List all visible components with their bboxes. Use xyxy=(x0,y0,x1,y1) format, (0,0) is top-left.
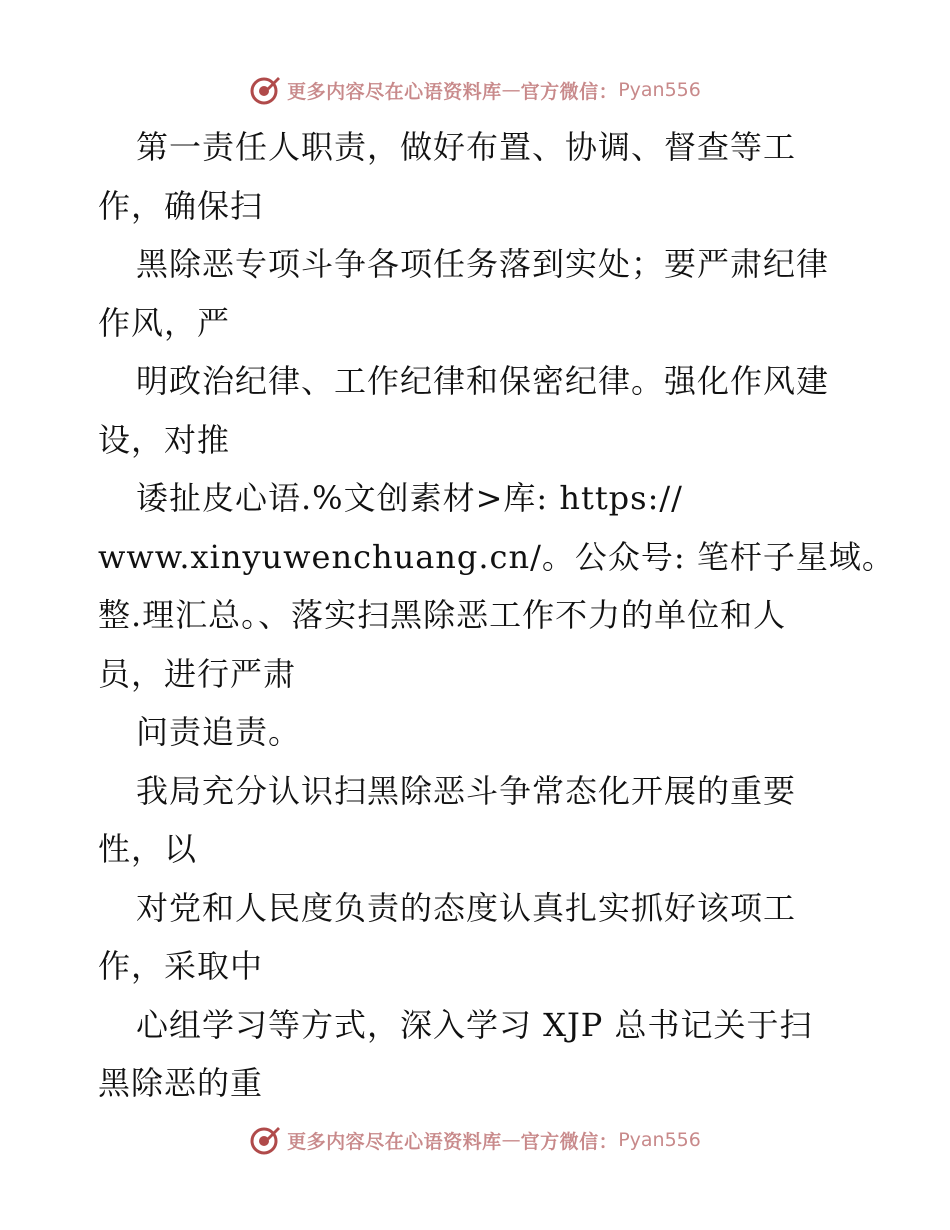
logo-icon xyxy=(249,74,281,106)
text-line: 黑除恶专项斗争各项任务落到实处；要严肃纪律 xyxy=(136,245,830,283)
text-line: 作风，严 xyxy=(98,303,231,342)
banner-dash: — xyxy=(501,79,521,101)
wechat-label: 官方微信： xyxy=(520,1130,619,1153)
text-line: 第一责任人职责，做好布置、协调、督查等工 xyxy=(136,128,797,166)
banner-text: 更多内容尽在心语资料库 xyxy=(287,1130,502,1153)
text-line: 心组学习等方式，深入学习 XJP 总书记关于扫 xyxy=(136,1005,813,1044)
text-line: 作，采取中 xyxy=(98,947,264,985)
banner-text: 更多内容尽在心语资料库 xyxy=(287,80,502,103)
text-line: 设，对推 xyxy=(98,420,231,459)
text-line: www.xinyuwenchuang.cn/。公众号: 笔杆子星域。 xyxy=(98,537,895,576)
text-line: 对党和人民度负责的态度认真扎实抓好该项工 xyxy=(136,888,797,927)
text-line: 性，以 xyxy=(98,830,198,868)
footer-banner xyxy=(0,1120,950,1160)
document-body xyxy=(98,118,895,1113)
text-line: 整.理汇总。、落实扫黑除恶工作不力的单位和人 xyxy=(98,596,787,634)
wechat-id: Pyan556 xyxy=(618,79,701,101)
wechat-label: 官方微信： xyxy=(520,80,619,103)
text-line: 黑除恶的重 xyxy=(98,1064,264,1102)
logo-icon xyxy=(249,1124,281,1156)
text-line: 诿扯皮心语.%文创素材>库: https:// xyxy=(136,479,683,517)
header-banner xyxy=(0,70,950,110)
text-line: 明政治纪律、工作纪律和保密纪律。强化作风建 xyxy=(136,362,830,400)
text-line: 问责追责。 xyxy=(136,713,302,751)
text-line: 作，确保扫 xyxy=(98,186,264,225)
wechat-id: Pyan556 xyxy=(618,1129,701,1151)
text-line: 员，进行严肃 xyxy=(98,654,297,693)
text-line: 我局充分认识扫黑除恶斗争常态化开展的重要 xyxy=(136,771,797,810)
banner-dash: — xyxy=(501,1129,521,1151)
